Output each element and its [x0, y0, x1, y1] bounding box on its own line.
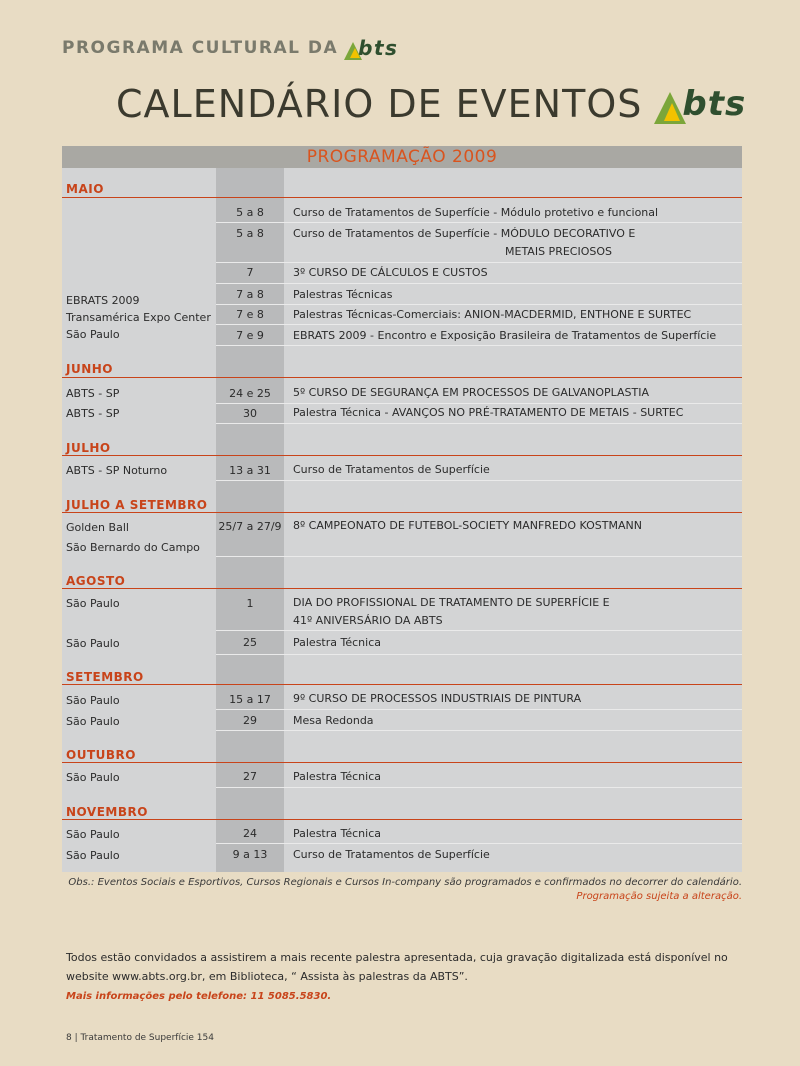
page-title [116, 82, 746, 126]
row-divider [216, 403, 742, 404]
section-julho-setembro: JULHO A SETEMBRO [66, 498, 208, 512]
location-cont: São Bernardo do Campo [66, 541, 200, 554]
event-desc: Mesa Redonda [293, 714, 374, 727]
date-cell: 24 e 25 [229, 387, 271, 400]
event-desc: DIA DO PROFISSIONAL DE TRATAMENTO DE SUPERFÍCIE E [293, 596, 610, 609]
section-rule [62, 512, 742, 513]
row-divider [216, 262, 742, 263]
logo-text: bts [358, 36, 399, 60]
row-divider [216, 654, 742, 655]
event-desc: Palestra Técnica - AVANÇOS NO PRÉ-TRATAMENTO DE METAIS - SURTEC [293, 406, 684, 419]
section-outubro: OUTUBRO [66, 748, 136, 762]
date-cell: 5 a 8 [236, 227, 264, 240]
row-divider [216, 324, 742, 325]
date-cell: 5 a 8 [236, 206, 264, 219]
event-desc: 9º CURSO DE PROCESSOS INDUSTRIAIS DE PINTURA [293, 692, 582, 705]
section-julho: JULHO [66, 441, 111, 455]
footer-paragraph: Todos estão convidados a assistirem a mais recente palestra apresentada, cuja gravação digitalizada está disponível no website www.abts.org.br, em Biblioteca, “ Assista às palestras da ABTS”. [66, 951, 728, 983]
event-desc: EBRATS 2009 - Encontro e Exposição Brasileira de Tratamentos de Superfície [293, 329, 717, 342]
location: São Paulo [66, 849, 120, 862]
section-maio: MAIO [66, 182, 104, 196]
row-divider [216, 556, 742, 557]
event-desc: Palestra Técnica [293, 827, 381, 840]
row-divider [216, 480, 742, 481]
date-cell: 7 e 9 [236, 329, 264, 342]
logo-text: bts [682, 84, 747, 124]
location: ABTS - SP Noturno [66, 464, 168, 477]
location: Golden Ball [66, 521, 129, 534]
date-cell: 7 a 8 [236, 288, 264, 301]
kicker [62, 36, 398, 60]
abts-logo [344, 36, 398, 60]
location: São Paulo [66, 771, 120, 784]
location: São Paulo [66, 715, 120, 728]
date-cell: 7 e 8 [236, 308, 264, 321]
observation-note [68, 876, 742, 904]
event-desc: 3º CURSO DE CÁLCULOS E CUSTOS [293, 266, 488, 279]
location: ABTS - SP [66, 387, 120, 400]
date-cell: 7 [246, 266, 254, 279]
event-desc: Palestras Técnicas [293, 288, 393, 301]
event-desc: Palestras Técnicas-Comerciais: ANION-MACDERMID, ENTHONE E SURTEC [293, 308, 692, 321]
section-rule [62, 819, 742, 820]
location: São Paulo [66, 694, 120, 707]
row-divider [216, 730, 742, 731]
row-divider [216, 843, 742, 844]
observation-text: Obs.: Eventos Sociais e Esportivos, Cursos Regionais e Cursos In-company são programados e confirmados no decorrer do calendário. [68, 877, 742, 888]
location: São Paulo [66, 328, 120, 341]
location: EBRATS 2009 [66, 294, 140, 307]
observation-alert: Programação sujeita a alteração. [576, 891, 742, 902]
row-divider [216, 345, 742, 346]
page-footer: 8 | Tratamento de Superfície 154 [66, 1033, 214, 1043]
abts-logo-large [654, 84, 746, 124]
event-desc: Curso de Tratamentos de Superfície - MÓDULO DECORATIVO E [293, 227, 636, 240]
kicker-text: PROGRAMA CULTURAL DA [62, 38, 339, 58]
event-desc: Curso de Tratamentos de Superfície [293, 463, 490, 476]
row-divider [216, 787, 742, 788]
event-desc: Palestra Técnica [293, 636, 381, 649]
section-rule [62, 588, 742, 589]
date-cell: 25/7 a 27/9 [218, 520, 282, 533]
section-rule [62, 455, 742, 456]
section-rule [62, 762, 742, 763]
logo-triangle-icon [344, 42, 362, 60]
section-junho: JUNHO [66, 362, 113, 376]
event-desc: Palestra Técnica [293, 770, 381, 783]
row-divider [216, 304, 742, 305]
location: ABTS - SP [66, 407, 120, 420]
date-cell: 30 [243, 407, 257, 420]
section-rule [62, 197, 742, 198]
logo-triangle-icon [654, 92, 686, 124]
date-cell: 15 a 17 [229, 693, 271, 706]
program-header: PROGRAMAÇÃO 2009 [62, 146, 742, 168]
date-cell: 24 [243, 827, 257, 840]
location: São Paulo [66, 828, 120, 841]
event-desc: 8º CAMPEONATO DE FUTEBOL-SOCIETY MANFREDO KOSTMANN [293, 519, 642, 532]
location: Transamérica Expo Center [66, 311, 211, 324]
section-rule [62, 684, 742, 685]
event-desc-cont: METAIS PRECIOSOS [505, 245, 612, 258]
row-divider [216, 423, 742, 424]
location: São Paulo [66, 637, 120, 650]
row-divider [216, 709, 742, 710]
event-desc: 5º CURSO DE SEGURANÇA EM PROCESSOS DE GALVANOPLASTIA [293, 386, 650, 399]
location: São Paulo [66, 597, 120, 610]
event-desc-cont: 41º ANIVERSÁRIO DA ABTS [293, 614, 443, 627]
date-cell: 29 [243, 714, 257, 727]
row-divider [216, 283, 742, 284]
events-table [62, 146, 742, 872]
date-cell: 1 [246, 597, 254, 610]
section-agosto: AGOSTO [66, 574, 126, 588]
date-cell: 13 a 31 [229, 464, 271, 477]
event-desc: Curso de Tratamentos de Superfície - Módulo protetivo e funcional [293, 206, 659, 219]
event-desc: Curso de Tratamentos de Superfície [293, 848, 490, 861]
date-cell: 25 [243, 636, 257, 649]
row-divider [216, 630, 742, 631]
section-rule [62, 377, 742, 378]
page-title-text: CALENDÁRIO DE EVENTOS [116, 82, 643, 126]
date-cell: 27 [243, 770, 257, 783]
section-setembro: SETEMBRO [66, 670, 144, 684]
footer-phone: Mais informações pelo telefone: 11 5085.5830. [66, 991, 332, 1002]
section-novembro: NOVEMBRO [66, 805, 148, 819]
row-divider [216, 222, 742, 223]
date-cell: 9 a 13 [232, 848, 268, 861]
